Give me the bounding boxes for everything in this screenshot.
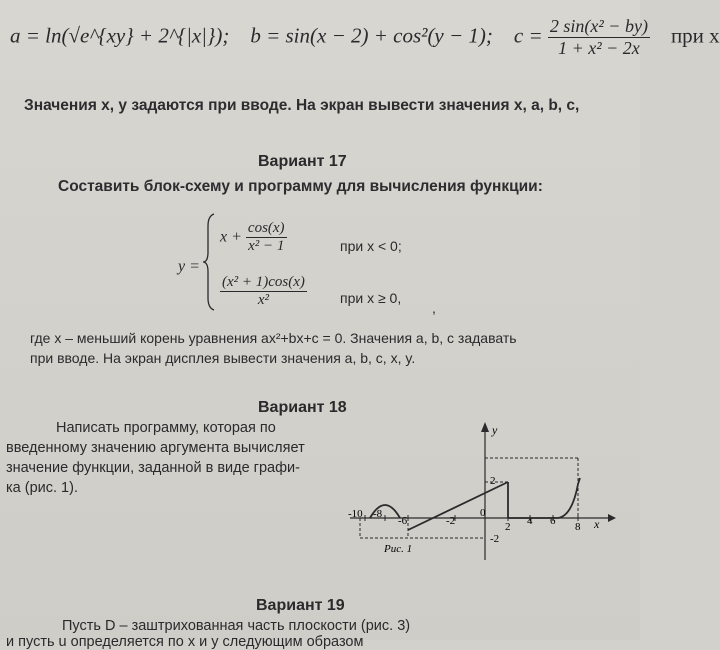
figure1-graph	[340, 420, 620, 570]
tick-2: 2	[505, 521, 511, 533]
tick-4: 4	[527, 515, 533, 527]
x-axis-arrow	[608, 514, 616, 522]
variant17-title: Вариант 17	[258, 153, 347, 170]
top-formula	[10, 16, 720, 59]
case1-row	[220, 220, 287, 255]
piecewise-brace	[202, 212, 216, 312]
dashed-guides	[360, 458, 578, 538]
figure-caption: Рис. 1	[384, 543, 413, 555]
variant19-title: Вариант 19	[256, 597, 345, 614]
formula-c-numerator: 2 sin(x² − by)	[549, 16, 648, 36]
case1-expr: x +	[220, 228, 242, 246]
case2-condition: при x ≥ 0,	[340, 290, 402, 306]
variant19-line1: Пусть D – заштрихованная часть плоскости (рис. 3)	[62, 618, 411, 634]
variant19-line2: и пусть u определяется по x и y следующим образом	[6, 634, 364, 650]
variant17-where-line2: при вводе. На экран дисплея вывести значения a, b, c, x, y.	[30, 350, 416, 366]
case2-fraction	[220, 274, 307, 309]
variant17-where-line1: где x – меньший корень уравнения ax²+bx+c = 0. Значения a, b, c задавать	[30, 330, 517, 346]
variant18-line3: значение функции, заданной в виде графи-	[6, 460, 300, 476]
variant18-line2: введенному значению аргумента вычисляет	[6, 440, 305, 456]
tick-y2: 2	[490, 475, 496, 487]
tick-neg6: -6	[398, 515, 408, 527]
y-axis-label: y	[492, 423, 498, 437]
formula-b: b = sin(x − 2) + cos²(y − 1);	[250, 23, 493, 48]
variant18-line4: ка (рис. 1).	[6, 480, 78, 496]
formula-tail: при x	[670, 23, 720, 48]
tick-yneg2: -2	[490, 533, 500, 545]
case1-fraction	[246, 220, 287, 255]
tick-neg8: -8	[373, 508, 383, 520]
tick-8: 8	[575, 521, 581, 533]
variant18-title: Вариант 18	[258, 399, 347, 416]
formula-c-lhs: c =	[513, 23, 543, 48]
variant18-line1: Написать программу, которая по	[56, 420, 276, 436]
case2-denominator: x²	[257, 292, 270, 308]
x-axis-label: x	[594, 517, 600, 531]
tick-0: 0	[480, 507, 486, 519]
case2-comma: ,	[432, 300, 436, 316]
case2-numerator: (x² + 1)cos(x)	[222, 274, 305, 290]
formula-a: a = ln(√e^{xy} + 2^{|x|});	[10, 23, 230, 48]
case1-numerator: cos(x)	[247, 220, 285, 236]
case2-row	[220, 274, 307, 309]
variant17-task: Составить блок-схему и программу для вычисления функции:	[58, 178, 543, 195]
y-axis-arrow	[481, 422, 489, 432]
tick-6: 6	[550, 515, 556, 527]
tick-neg10: -10	[348, 508, 363, 520]
formula-c-fraction	[548, 16, 650, 59]
input-instructions: Значения x, y задаются при вводе. На экран вывести значения x, a, b, c,	[24, 97, 580, 114]
piecewise-y-eq: y =	[178, 258, 200, 275]
formula-c-denominator: 1 + x² − 2x	[558, 38, 640, 58]
case1-condition: при x < 0;	[340, 238, 402, 254]
case1-denominator: x² − 1	[248, 238, 285, 254]
tick-neg2: -2	[446, 515, 456, 527]
